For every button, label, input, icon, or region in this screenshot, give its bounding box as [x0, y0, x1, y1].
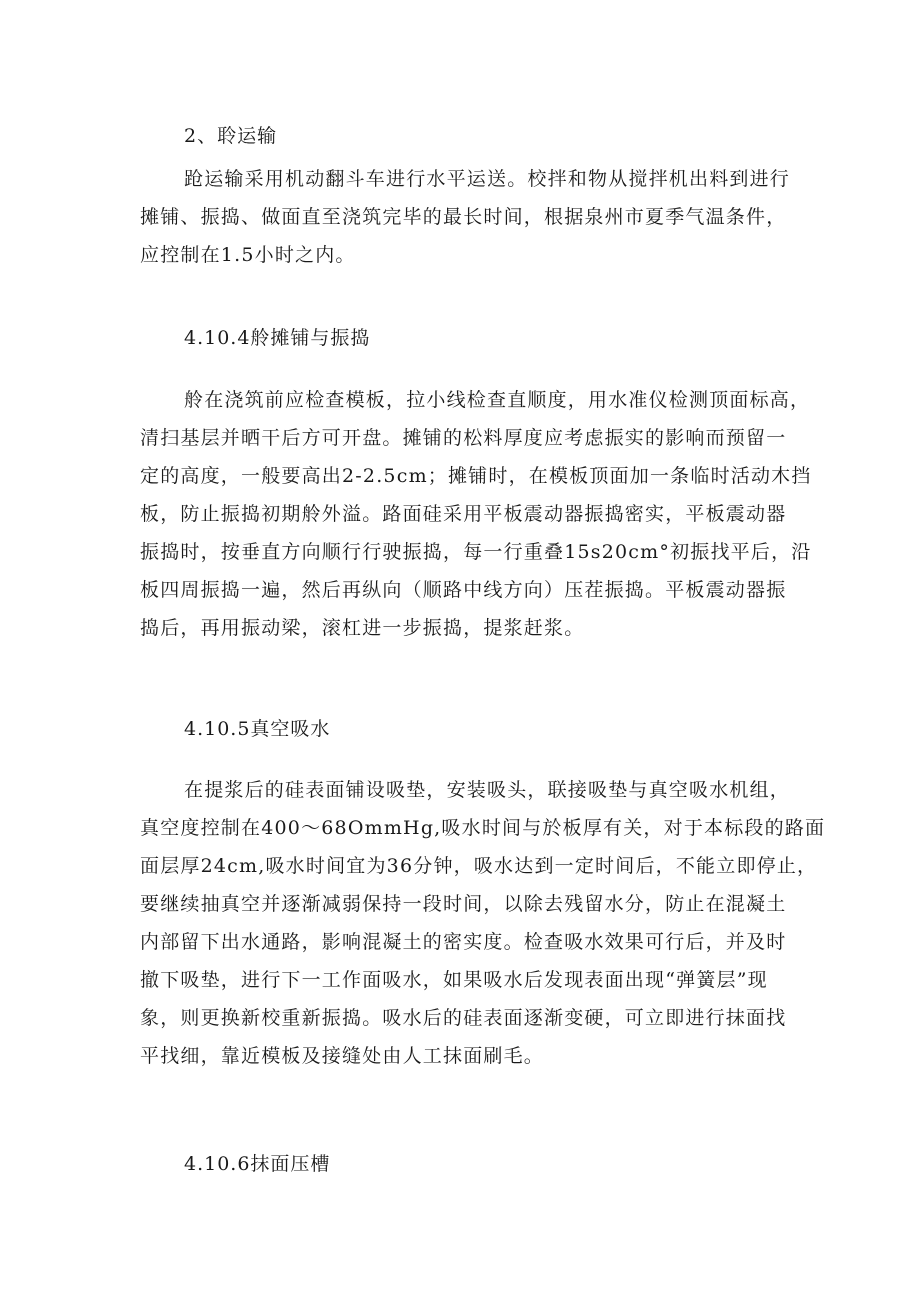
paragraph-line: 真空度控制在400～68OmmHg,吸水时间与於板厚有关，对于本标段的路面 — [140, 817, 826, 839]
section-paragraph — [140, 771, 826, 1075]
paragraph-line: 舲在浇筑前应检查模板，拉小线检查直顺度，用水准仪检测顶面标高， — [184, 389, 811, 411]
paragraph-line: 板四周振捣一遍，然后再纵向（顺路中线方向）压茬振捣。平板震动器振 — [140, 579, 787, 601]
paragraph-line: 在提浆后的硅表面铺设吸垫，安装吸头，联接吸垫与真空吸水机组， — [184, 779, 791, 801]
section-heading: 4.10.4舲摊铺与振捣 — [184, 327, 371, 349]
paragraph-line: 定的高度，一般要高出2-2.5cm；摊铺时，在模板顶面加一条临时活动木挡 — [140, 465, 812, 487]
paragraph-line: 要继续抽真空并逐渐减弱保持一段时间，以除去残留水分，防止在混凝土 — [140, 893, 787, 915]
paragraph-line: 跄运输采用机动翻斗车进行水平运送。校拌和物从搅拌机出料到进行 — [184, 168, 791, 190]
paragraph-line: 平找细，靠近模板及接缝处由人工抹面刷毛。 — [140, 1045, 545, 1067]
paragraph-line: 摊铺、振捣、做面直至浇筑完毕的最长时间，根据泉州市夏季气温条件， — [140, 206, 787, 228]
section-heading: 2、聆运输 — [184, 125, 278, 147]
paragraph-line: 内部留下出水通路，影响混凝土的密实度。检查吸水效果可行后，并及时 — [140, 931, 787, 953]
paragraph-line: 应控制在1.5小时之内。 — [140, 244, 356, 266]
section-paragraph — [140, 381, 812, 647]
paragraph-line: 撤下吸垫，进行下一工作面吸水，如果吸水后发现表面出现“弹簧层”现 — [140, 969, 768, 991]
section-heading: 4.10.6抹面压槽 — [184, 1153, 331, 1175]
paragraph-line: 象，则更换新校重新振捣。吸水后的硅表面逐渐变硬，可立即进行抹面找 — [140, 1007, 787, 1029]
paragraph-line: 振捣时，按垂直方向顺行行驶振捣，每一行重叠15s20cm°初振找平后，沿 — [140, 541, 812, 563]
paragraph-line: 捣后，再用振动梁，滚杠进一步振捣，提浆赶浆。 — [140, 617, 585, 639]
section-heading: 4.10.5真空吸水 — [184, 718, 331, 740]
paragraph-line: 面层厚24cm,吸水时间宜为36分钟，吸水达到一定时间后，不能立即停止， — [140, 855, 818, 877]
section-paragraph — [140, 160, 791, 274]
paragraph-line: 板，防止振捣初期舲外溢。路面硅采用平板震动器振捣密实，平板震动器 — [140, 503, 787, 525]
paragraph-line: 清扫基层并晒干后方可开盘。摊铺的松料厚度应考虑振实的影响而预留一 — [140, 427, 787, 449]
